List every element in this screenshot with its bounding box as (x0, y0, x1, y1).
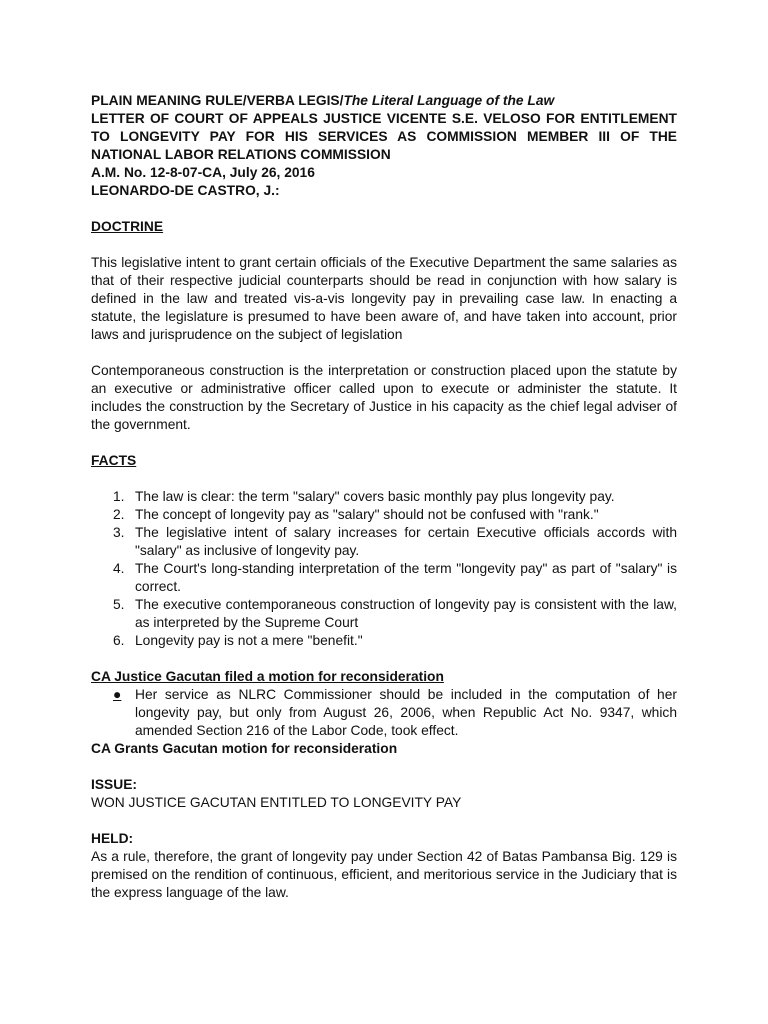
list-item-text: Her service as NLRC Commissioner should be included in the computation of her longevity pay, but only from August 26, 2006, when Republic Act No. 9347, which amended Section 216 of the Labor Code, took effect. (135, 687, 677, 738)
rule-title (91, 92, 677, 110)
list-item (113, 488, 677, 506)
list-item-text: The legislative intent of salary increases for certain Executive officials accords with "salary" as inclusive of longevity pay. (135, 525, 677, 558)
list-item-text: The law is clear: the term "salary" covers basic monthly pay plus longevity pay. (135, 489, 615, 504)
motion-heading: CA Justice Gacutan filed a motion for reconsideration (91, 669, 444, 684)
list-number: 3. (113, 525, 125, 540)
list-number: 2. (113, 507, 125, 522)
issue-heading: ISSUE: (91, 777, 137, 792)
doctrine-paragraph: Contemporaneous construction is the interpretation or construction placed upon the statute by an executive or administrative officer called upon to execute or administer the statute. It includes the construction by the Secretary of Justice in his capacity as the chief legal adviser of the government. (91, 363, 677, 432)
list-item-text: The concept of longevity pay as "salary" should not be confused with "rank." (135, 507, 599, 522)
doctrine-heading: DOCTRINE (91, 219, 164, 234)
list-number: 6. (113, 633, 125, 648)
list-number: 1. (113, 489, 125, 504)
motion-bullet-list (91, 686, 677, 740)
rule-title-main: PLAIN MEANING RULE/VERBA LEGIS/ (91, 93, 344, 108)
list-item (113, 686, 677, 740)
list-item-text: The Court's long-standing interpretation of the term "longevity pay" as part of "salary" is correct. (135, 561, 677, 594)
list-item-text: The executive contemporaneous construction of longevity pay is consistent with the law, as interpreted by the Supreme Court (135, 597, 677, 630)
case-title: LETTER OF COURT OF APPEALS JUSTICE VICENTE S.E. VELOSO FOR ENTITLEMENT TO LONGEVITY PAY FOR HIS SERVICES AS COMMISSION MEMBER III OF THE NATIONAL LABOR RELATIONS COMMISSION (91, 111, 677, 162)
issue-text: WON JUSTICE GACUTAN ENTITLED TO LONGEVITY PAY (91, 795, 462, 810)
list-item (113, 560, 677, 596)
list-item (113, 524, 677, 560)
ponente: LEONARDO-DE CASTRO, J.: (91, 183, 280, 198)
list-item (113, 632, 677, 650)
held-text: As a rule, therefore, the grant of longevity pay under Section 42 of Batas Pambansa Big. 129 is premised on the rendition of continuous, efficient, and meritorious service in the Judiciary that is the express language of the law. (91, 849, 677, 900)
doctrine-paragraph: This legislative intent to grant certain officials of the Executive Department the same salaries as that of their respective judicial counterparts should be read in conjunction with how salary is defined in the law and treated vis-a-vis longevity pay in prevailing case law. In enacting a statute, the legislature is presumed to have been aware of, and have taken into account, prior laws and jurisprudence on the subject of legislation (91, 255, 677, 342)
list-item (113, 506, 677, 524)
facts-heading: FACTS (91, 453, 137, 468)
list-item (113, 596, 677, 632)
bullet-icon: ● (113, 687, 122, 702)
motion-grant-heading: CA Grants Gacutan motion for reconsideration (91, 741, 398, 756)
document-page (91, 92, 677, 902)
list-number: 4. (113, 561, 125, 576)
facts-list (91, 488, 677, 650)
list-number: 5. (113, 597, 125, 612)
list-item-text: Longevity pay is not a mere "benefit." (135, 633, 363, 648)
held-heading: HELD: (91, 831, 134, 846)
case-number: A.M. No. 12-8-07-CA, July 26, 2016 (91, 165, 315, 180)
rule-title-subtitle: The Literal Language of the Law (343, 93, 555, 108)
